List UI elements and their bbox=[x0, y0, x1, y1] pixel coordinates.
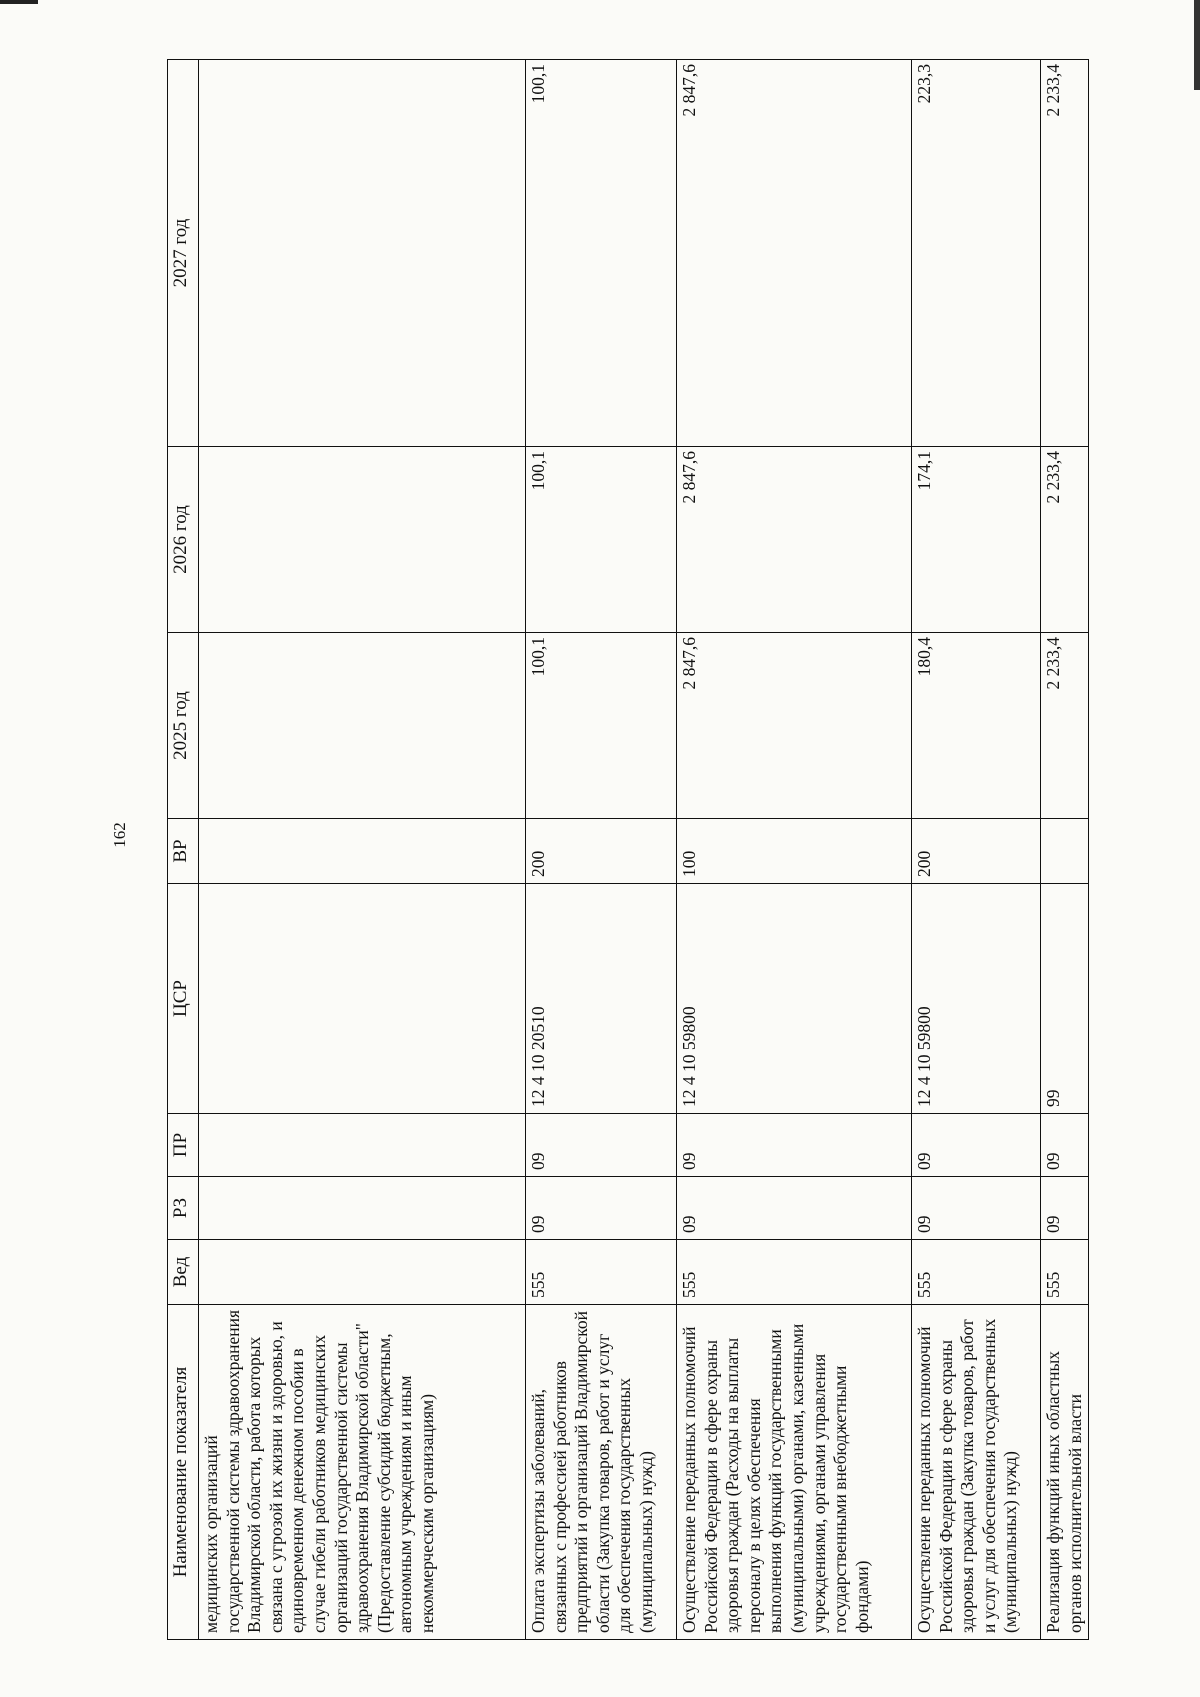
cell-ved: 555 bbox=[912, 1240, 1041, 1305]
cell-2025: 100,1 bbox=[526, 633, 677, 819]
budget-table bbox=[167, 59, 1089, 1640]
cell-2026 bbox=[199, 447, 526, 633]
cell-pr bbox=[199, 1114, 526, 1177]
header-name: Наименование показателя bbox=[168, 1305, 199, 1640]
cell-2026: 2 233,4 bbox=[1041, 447, 1089, 633]
cell-ved bbox=[199, 1240, 526, 1305]
cell-csr: 12 4 10 59800 bbox=[677, 884, 912, 1114]
cell-csr: 12 4 10 59800 bbox=[912, 884, 1041, 1114]
cell-ved: 555 bbox=[1041, 1240, 1089, 1305]
cell-name: медицинских организаций государственной системы здравоохранения Владимирской области, работа которых связана с угрозой их жизни и здоровью, и единовременном денежном пособии в случае гибели работников медицинских организаций государственной системы здравоохранения Владимирской области" (Предоставление субсидий бюджетным, автономным учреждениям и иным некоммерческим организациям) bbox=[199, 1305, 526, 1640]
cell-2026: 2 847,6 bbox=[677, 447, 912, 633]
header-csr: ЦСР bbox=[168, 884, 199, 1114]
cell-rz bbox=[199, 1177, 526, 1240]
header-rz: РЗ bbox=[168, 1177, 199, 1240]
table-row bbox=[199, 60, 526, 1640]
header-vr: ВР bbox=[168, 819, 199, 884]
cell-vr: 200 bbox=[526, 819, 677, 884]
cell-pr: 09 bbox=[677, 1114, 912, 1177]
header-2026: 2026 год bbox=[168, 447, 199, 633]
cell-2026: 100,1 bbox=[526, 447, 677, 633]
cell-rz: 09 bbox=[912, 1177, 1041, 1240]
cell-2027: 223,3 bbox=[912, 60, 1041, 447]
cell-2027: 2 233,4 bbox=[1041, 60, 1089, 447]
cell-csr: 99 bbox=[1041, 884, 1089, 1114]
table-row bbox=[677, 60, 912, 1640]
cell-vr bbox=[1041, 819, 1089, 884]
cell-vr: 200 bbox=[912, 819, 1041, 884]
cell-2027 bbox=[199, 60, 526, 447]
cell-2025: 2 233,4 bbox=[1041, 633, 1089, 819]
cell-2026: 174,1 bbox=[912, 447, 1041, 633]
header-2025: 2025 год bbox=[168, 633, 199, 819]
cell-csr: 12 4 10 20510 bbox=[526, 884, 677, 1114]
cell-name: Реализация функций иных областных органов исполнительной власти bbox=[1041, 1305, 1089, 1640]
header-pr: ПР bbox=[168, 1114, 199, 1177]
header-2027: 2027 год bbox=[168, 60, 199, 447]
table-row bbox=[526, 60, 677, 1640]
cell-2025: 180,4 bbox=[912, 633, 1041, 819]
cell-pr: 09 bbox=[1041, 1114, 1089, 1177]
table-row bbox=[1041, 60, 1089, 1640]
cell-ved: 555 bbox=[526, 1240, 677, 1305]
cell-name: Осуществление переданных полномочий Российской Федерации в сфере охраны здоровья граждан (Расходы на выплаты персоналу в целях обеспечения выполнения функций государственными (муниципальными) органами, казенными учреждениями, органами управления государственными внебюджетными фондами) bbox=[677, 1305, 912, 1640]
rotated-page-content bbox=[167, 60, 1085, 1640]
table-header-row bbox=[168, 60, 199, 1640]
cell-rz: 09 bbox=[526, 1177, 677, 1240]
cell-pr: 09 bbox=[526, 1114, 677, 1177]
cell-rz: 09 bbox=[1041, 1177, 1089, 1240]
table-row bbox=[912, 60, 1041, 1640]
cell-ved: 555 bbox=[677, 1240, 912, 1305]
cell-2025 bbox=[199, 633, 526, 819]
cell-vr bbox=[199, 819, 526, 884]
cell-2025: 2 847,6 bbox=[677, 633, 912, 819]
header-ved: Вед bbox=[168, 1240, 199, 1305]
scan-border-mark bbox=[0, 0, 38, 4]
cell-csr bbox=[199, 884, 526, 1114]
cell-pr: 09 bbox=[912, 1114, 1041, 1177]
scan-edge-mark bbox=[1194, 0, 1200, 90]
cell-vr: 100 bbox=[677, 819, 912, 884]
cell-2027: 100,1 bbox=[526, 60, 677, 447]
cell-name: Оплата экспертизы заболеваний, связанных с профессией работников предприятий и организаций Владимирской области (Закупка товаров, работ и услуг для обеспечения государственных (муниципальных) нужд) bbox=[526, 1305, 677, 1640]
cell-rz: 09 bbox=[677, 1177, 912, 1240]
page-number: 162 bbox=[110, 822, 129, 848]
cell-2027: 2 847,6 bbox=[677, 60, 912, 447]
cell-name: Осуществление переданных полномочий Российской Федерации в сфере охраны здоровья граждан (Закупка товаров, работ и услуг для обеспечения государственных (муниципальных) нужд) bbox=[912, 1305, 1041, 1640]
